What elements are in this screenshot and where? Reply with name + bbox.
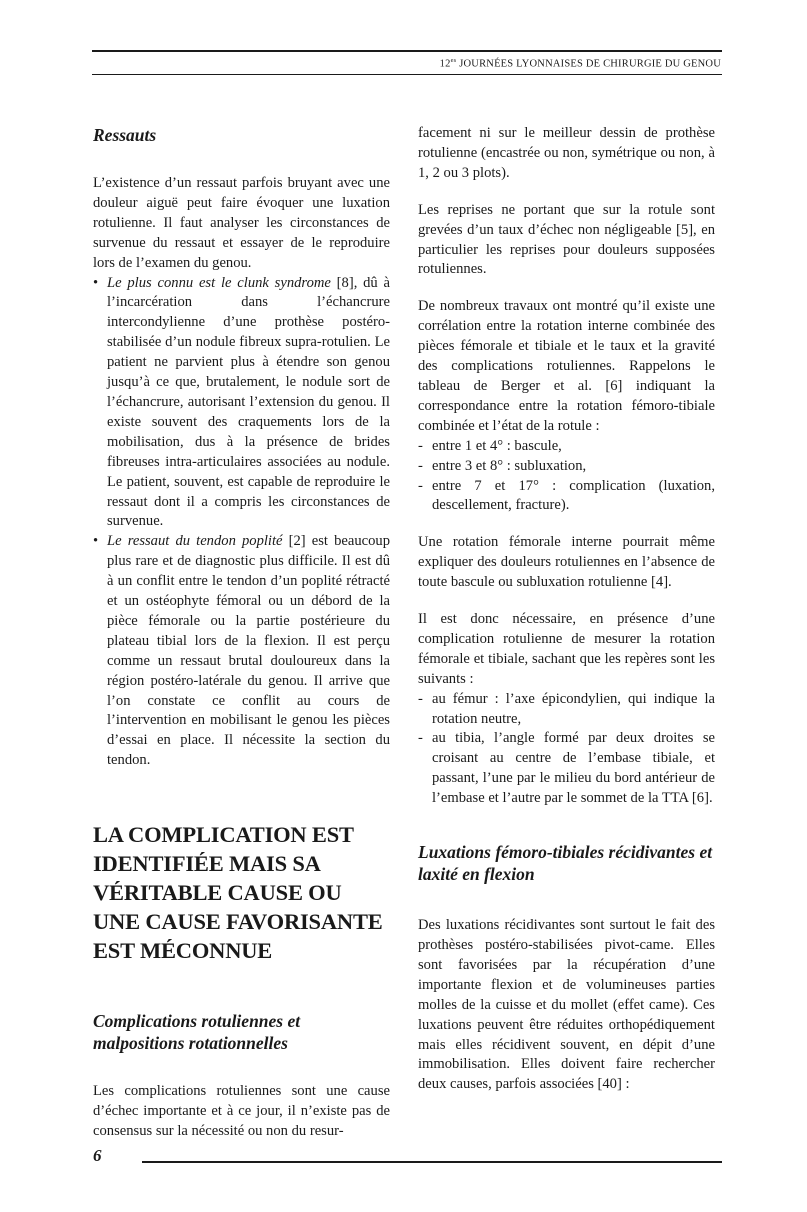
dash-list xyxy=(418,437,715,517)
list-item: • Le ressaut du tendon poplité [2] est beaucoup plus rare et de diagnostic plus difficile. Il est dû à un conflit entre le tendon d’un poplité rétracté et un ostéophyte fémoral ou un débord de la pièce fémorale ou la partie postérieure du plateau tibial lors de la flexion. Il est perçu comme un ressaut brutal douloureux dans la région postéro-latérale du genou. Il arrive que l’on constate ce conflit au cours de l’intervention en mobilisant le genou les pièces d’essai en place. Il nécessite la section du tendon. xyxy=(93,533,390,769)
list-item: • Le plus connu est le clunk syndrome [8], dû à l’incarcération dans l’échancrure intercondylienne d’une prothèse postéro-stabilisée d’un nodule fibreux supra-rotulien. Le patient ne parvient plus à étendre son genou jusqu’à ce que, brutalement, le nodule sort de l’échancrure, autorisant l’extension du genou. Il existe souvent des craquements lors de la mobilisation, dus à la présence de brides fibreuses intra-articulaires associées au nodule. Le patient, souvent, est capable de reproduire le ressaut dont il a compris les circonstances de survenue. xyxy=(93,274,390,530)
list-item: - entre 7 et 17° : complication (luxation, descellement, fracture). xyxy=(418,477,715,514)
paragraph: De nombreux travaux ont montré qu’il existe une corrélation entre la rotation interne combinée des pièces fémorale et tibiale et le taux et la gravité des complications rotuliennes. Rappelons le tableau de Berger et al. [6] indiquant la correspondance entre la rotation fémoro-tibiale combinée et l’état de la rotule : xyxy=(418,298,715,434)
list-item: - au tibia, l’angle formé par deux droites se croisant au centre de l’embase tibiale, et passant, l’une par le milieu du bord antérieur de l’embase et l’autre par le sommet de la TTA [6]. xyxy=(418,730,715,807)
paragraph: Il est donc nécessaire, en présence d’une complication rotulienne de mesurer la rotation fémorale et tibiale, sachant que les repères sont les suivants : xyxy=(418,611,715,687)
header-rule-top xyxy=(92,50,722,52)
footer-rule xyxy=(142,1161,722,1163)
paragraph: Des luxations récidivantes sont surtout le fait des prothèses postéro-stabilisées pivot-came. Elles sont favorisées par la récupération d’une importante flexion et de volumineuses parties molles de la cuisse et du mollet (effet came). Ces luxations peuvent être réduites orthopédiquement mais elles récidivent souvent, en dépit d’une immobilisation. Elles doivent faire rechercher deux causes, parfois associées [40] : xyxy=(418,917,715,1093)
right-column xyxy=(418,124,715,1112)
list-item: - entre 3 et 8° : subluxation, xyxy=(418,457,587,474)
bullet-list xyxy=(93,274,390,772)
paragraph: Les complications rotuliennes sont une cause d’échec importante et à ce jour, il n’existe pas de consensus sur la nécessité ou non du resur- xyxy=(93,1083,390,1139)
paragraph: Les reprises ne portant que sur la rotule sont grevées d’un taux d’échec non négligeable [5], en particulier les reprises pour douleurs supposées rotuliennes. xyxy=(418,201,715,278)
page-number: 6 xyxy=(93,1146,102,1165)
section-heading-luxations: Luxations fémoro-tibiales récidivantes et laxité en flexion xyxy=(418,842,713,885)
paragraph: facement ni sur le meilleur dessin de prothèse rotulienne (encastrée ou non, symétrique ou non, à 1, 2 ou 3 plots). xyxy=(418,125,715,181)
dash-list xyxy=(418,690,715,809)
left-column xyxy=(93,124,390,1159)
list-item: - au fémur : l’axe épicondylien, qui indique la rotation neutre, xyxy=(418,690,715,727)
running-header: $12^{es}$ JOURNÉES LYONNAISES DE CHIRURGIE DU GENOU xyxy=(439,57,721,70)
paragraph: Une rotation fémorale interne pourrait même expliquer des douleurs rotuliennes en l’absence de toute bascule ou subluxation rotulienne [4]. xyxy=(418,534,715,591)
section-heading-ressauts: Ressauts xyxy=(93,125,157,145)
list-item: - entre 1 et 4° : bascule, xyxy=(418,437,562,454)
paragraph: L’existence d’un ressaut parfois bruyant avec une douleur aiguë peut faire évoquer une luxation rotulienne. Il faut analyser les circonstances de survenue du ressaut et essayer de le reproduire lors de l’examen du genou. xyxy=(93,175,390,271)
section-heading-complications: Complications rotuliennes et malpositions rotationnelles xyxy=(93,1011,301,1054)
chapter-heading: LA COMPLICATION EST IDENTIFIÉE MAIS SA VÉRITABLE CAUSE OU UNE CAUSE FAVORISANTE EST MÉCONNUE xyxy=(93,822,383,964)
header-rule-bottom xyxy=(92,74,722,75)
